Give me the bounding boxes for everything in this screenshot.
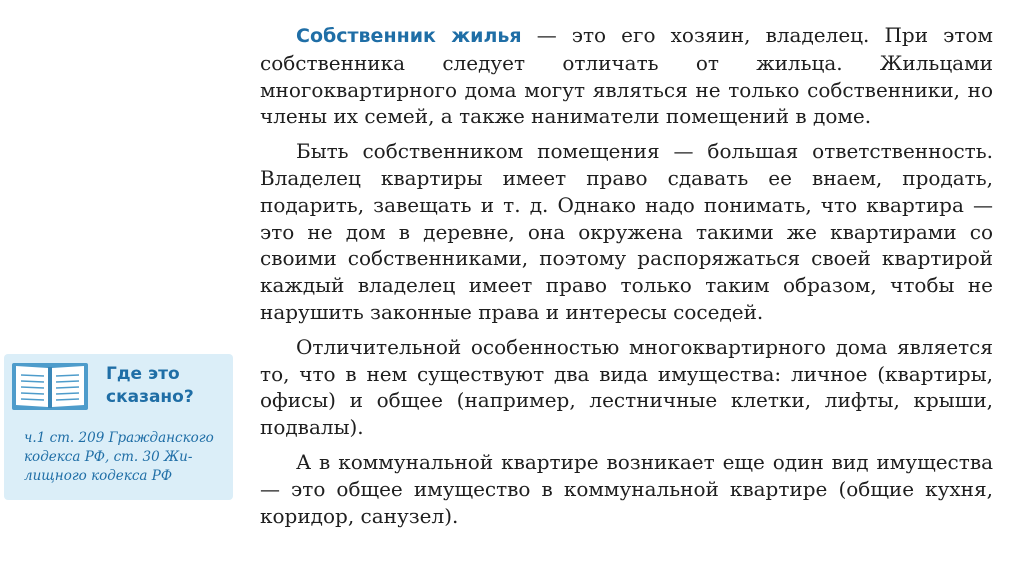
legal-reference-line: лищного кодекса РФ (24, 468, 173, 484)
legal-reference-line: ч.1 ст. 209 Гражданского (24, 430, 214, 446)
paragraph-definition (260, 22, 993, 130)
paragraph-responsibility: Быть собственником помещения — большая ответственность. Владелец квартиры имеет право сдавать ее внаем, продать, подарить, завещать и т. д. Однако надо понимать, что квартира — это не дом в деревне, она окружена такими же квартирами со своими собственниками, поэтому распоряжаться своей квартирой каждый владелец имеет право только таким образом, чтобы не нарушить законные права и интересы соседей. (260, 139, 993, 324)
definition-text: — это его хозяин, владелец. При этом собственника следует отличать от жильца. Жильцами многоквартирного дома могут являться не только собственники, но члены их семей, а также наниматели помещений в доме. (260, 23, 993, 129)
sidebar-title-line: сказано? (106, 387, 194, 407)
sidebar-title-line: Где это (106, 364, 180, 384)
legal-reference (24, 429, 224, 486)
term-homeowner: Собственник жилья (296, 25, 522, 47)
paragraph-property-types: Отличительной особенностью многоквартирного дома является то, что в нем существуют два вида имущества: личное (квартиры, офисы) и общее (например, лестничные клетки, лифты, крыши, подвалы). (260, 334, 993, 440)
paragraph-communal-apartment: А в коммунальной квартире возникает еще один вид имущества — это общее имущество в коммунальной квартире (общие кухня, коридор, санузел). (260, 449, 993, 528)
main-text-column (260, 22, 993, 537)
sidebar-title (106, 363, 226, 409)
where-stated-sidebar (4, 354, 233, 500)
legal-reference-line: кодекса РФ, ст. 30 Жи- (24, 449, 193, 465)
open-book-icon (10, 360, 90, 412)
